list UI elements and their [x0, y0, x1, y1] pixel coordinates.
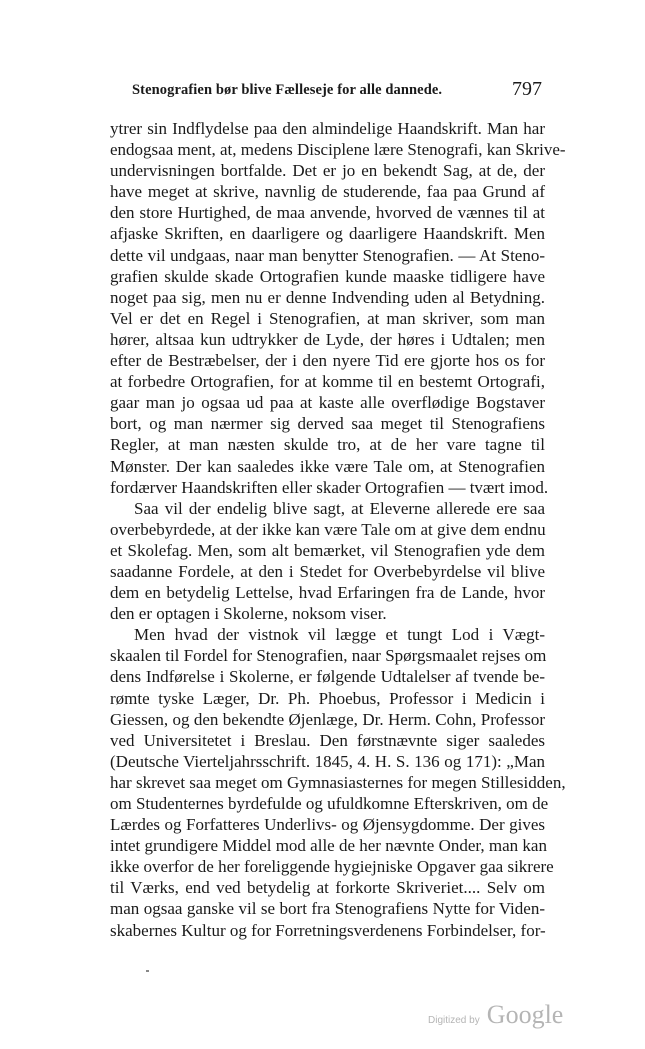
text-line: grafien skulde skade Ortografien kunde maaske tidligere have	[110, 266, 545, 286]
text-line: Men hvad der vistnok vil lægge et tungt Lod i Vægt-	[134, 625, 545, 645]
body-text	[110, 118, 566, 941]
text-line: ytrer sin Indflydelse paa den almindelige Haandskrift. Man har	[110, 119, 545, 138]
text-line: Vel er det en Regel i Stenografien, at man skriver, som man	[110, 308, 545, 328]
google-logo: Google	[486, 1000, 564, 1029]
text-line: at forbedre Ortografien, for at komme til en bestemt Ortografi,	[110, 372, 545, 392]
text-line: Regler, at man næsten skulde tro, at de her vare tagne til	[110, 435, 545, 455]
text-line: Giessen, og den bekendte Øjenlæge, Dr. Herm. Cohn, Professor	[110, 709, 545, 729]
text-line: (Deutsche Vierteljahrsschrift. 1845, 4. H. S. 136 og 171): „Man	[110, 751, 545, 771]
text-line: skaalen til Fordel for Stenografien, naar Spørgsmaalet rejses om	[110, 646, 547, 666]
text-line: dette vil undgaas, naar man benytter Stenografien. — At Steno-	[110, 245, 545, 265]
text-line: Saa vil der endelig blive sagt, at Eleverne allerede ere saa	[134, 498, 545, 518]
text-line: om Studenternes byrdefulde og ufuldkomne Efterskriven, om de	[110, 794, 549, 813]
text-line: bort, og man nærmer sig derved saa meget til Stenografiens	[110, 414, 545, 434]
text-line: til Værks, end ved betydelig at forkorte Skriveriet.... Selv om	[110, 878, 545, 898]
text-line: afjaske Skriften, en daarligere og daarligere Haandskrift. Men	[110, 224, 545, 244]
text-line: have meget at skrive, navnlig de studerende, faa paa Grund af	[110, 182, 545, 202]
text-line: ikke overfor de her foreliggende hygiejniske Opgaver gaa sikrere	[110, 857, 554, 877]
text-line: gaar man jo ogsaa ud paa at kaste alle overflødige Bogstaver	[110, 393, 545, 413]
text-line: den store Hurtighed, de maa anvende, hvorved de vænnes til at	[110, 203, 545, 223]
text-line: den er optagen i Skolerne, noksom viser.	[110, 604, 387, 624]
text-line: endogsaa ment, at, medens Disciplene lære Stenografi, kan Skrive-	[110, 140, 566, 160]
text-line: har skrevet saa meget om Gymnasiasternes for megen Stillesidden,	[110, 772, 566, 792]
text-line: dem en betydelig Lettelse, hvad Erfaringen fra de Lande, hvor	[110, 583, 545, 603]
text-line: dens Indførelse i Skolerne, er følgende Udtalelser af tvende be-	[110, 667, 545, 687]
text-line: intet grundigere Middel mod alle de her nævnte Onder, man kan	[110, 836, 547, 856]
text-line: fordærver Haandskriften eller skader Ortografien — tvært imod.	[110, 477, 549, 497]
text-line: overbebyrdede, at der ikke kan være Tale om at give dem endnu	[110, 519, 546, 539]
digitized-by-label: Digitized by	[428, 1015, 480, 1026]
text-line: hører, altsaa kun udtrykker de Lyde, der høres i Udtalen; men	[110, 329, 545, 349]
page-header	[110, 80, 542, 104]
text-line: et Skolefag. Men, som alt bemærket, vil Stenografien yde dem	[110, 540, 545, 560]
text-line: Lærdes og Forfatteres Underlivs- og Øjensygdomme. Der gives	[110, 815, 545, 835]
text-line: skabernes Kultur og for Forretningsverdenens Forbindelser, for-	[110, 920, 546, 940]
text-line: undervisningen bortfalde. Det er jo en bekendt Sag, at de, der	[110, 161, 545, 181]
text-line: rømte tyske Læger, Dr. Ph. Phoebus, Professor i Medicin i	[110, 688, 545, 708]
text-line: ved Universitetet i Breslau. Den førstnævnte siger saaledes	[110, 730, 545, 750]
footer-mark	[146, 970, 149, 972]
running-title: Stenografien bør blive Fælleseje for alle dannede.	[132, 82, 443, 98]
text-line: man ogsaa ganske vil se bort fra Stenografiens Nytte for Viden-	[110, 899, 545, 919]
text-line: Mønster. Der kan saaledes ikke være Tale om, at Stenografien	[110, 456, 545, 476]
text-line: efter de Bestræbelser, der i den nyere Tid ere gjorte hos os for	[110, 351, 545, 371]
digitized-watermark	[428, 1000, 568, 1036]
text-line: saadanne Fordele, at den i Stedet for Overbebyrdelse vil blive	[110, 561, 545, 581]
page-number: 797	[512, 78, 542, 100]
text-line: noget paa sig, men nu er denne Indvending uden al Betydning.	[110, 287, 545, 307]
